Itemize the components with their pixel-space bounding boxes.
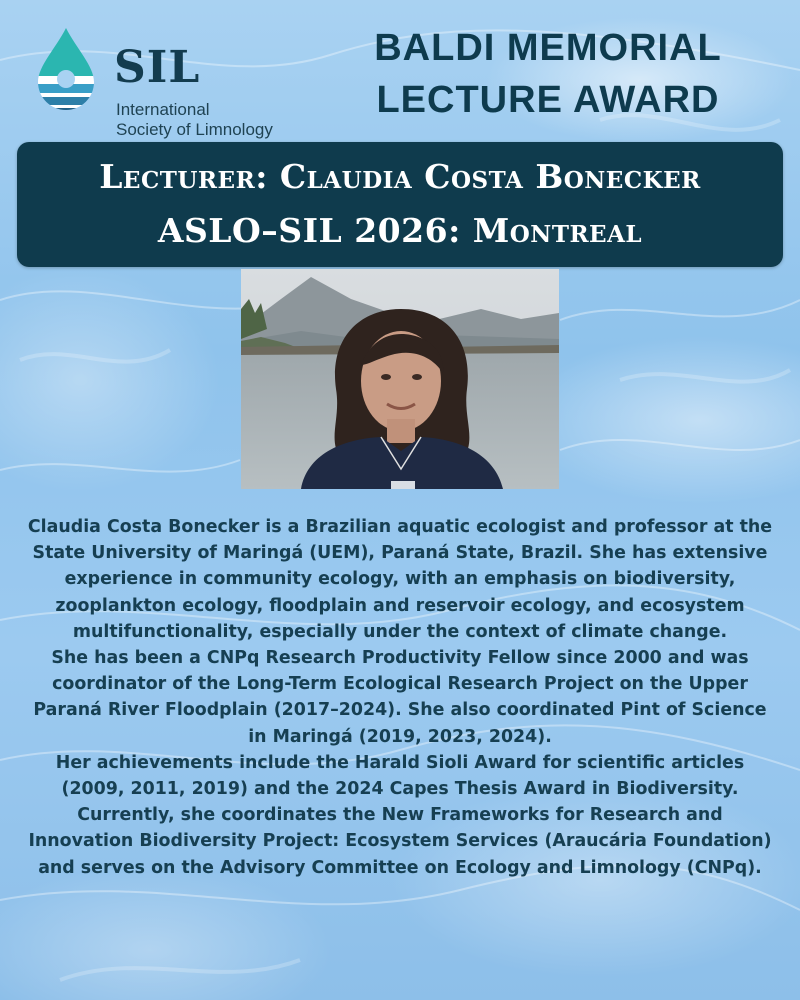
sil-logo	[34, 26, 294, 139]
award-title-line1: BALDI MEMORIAL	[374, 27, 722, 69]
bio-paragraph-3: Her achievements include the Harald Sioli Award for scientific articles (2009, 2011, 2019) and the 2024 Capes Thesis Award in Biodiversity. Currently, she coordinates the New Frameworks for Research and Innovation Biodiversity Project: Ecosystem Services (Araucária Foundation) and serves on the Advisory Committee on Ecology and Limnology (CNPq).	[28, 752, 772, 878]
logo-organization-name	[116, 100, 316, 140]
bio-paragraph-2: She has been a CNPq Research Productivity Fellow since 2000 and was coordinator of the Long-Term Ecological Research Project on the Upper Paraná River Floodplain (2017–2024). She also coordinated Pint of Science in Maringá (2019, 2023, 2024).	[33, 648, 767, 747]
lecturer-name: Lecturer: Claudia Costa Bonecker	[99, 157, 701, 196]
award-title	[318, 22, 778, 126]
award-title-line2: LECTURE AWARD	[376, 79, 720, 121]
event-name: ASLO–SIL 2026: Montreal	[157, 211, 643, 250]
logo-name-line2: Society of Limnology	[116, 120, 273, 139]
water-drop-icon	[34, 26, 98, 112]
lecturer-photo	[241, 269, 559, 489]
lecturer-biography	[22, 514, 778, 881]
bio-paragraph-1: Claudia Costa Bonecker is a Brazilian aquatic ecologist and professor at the State University of Maringá (UEM), Paraná State, Brazil. She has extensive experience in community ecology, with an emphasis on biodiversity, zooplankton ecology, floodplain and reservoir ecology, and ecosystem multifunctionality, especially under the context of climate change.	[27, 517, 773, 642]
logo-abbreviation: SIL	[114, 42, 201, 93]
lecturer-banner	[17, 142, 783, 267]
logo-name-line1: International	[116, 100, 210, 119]
